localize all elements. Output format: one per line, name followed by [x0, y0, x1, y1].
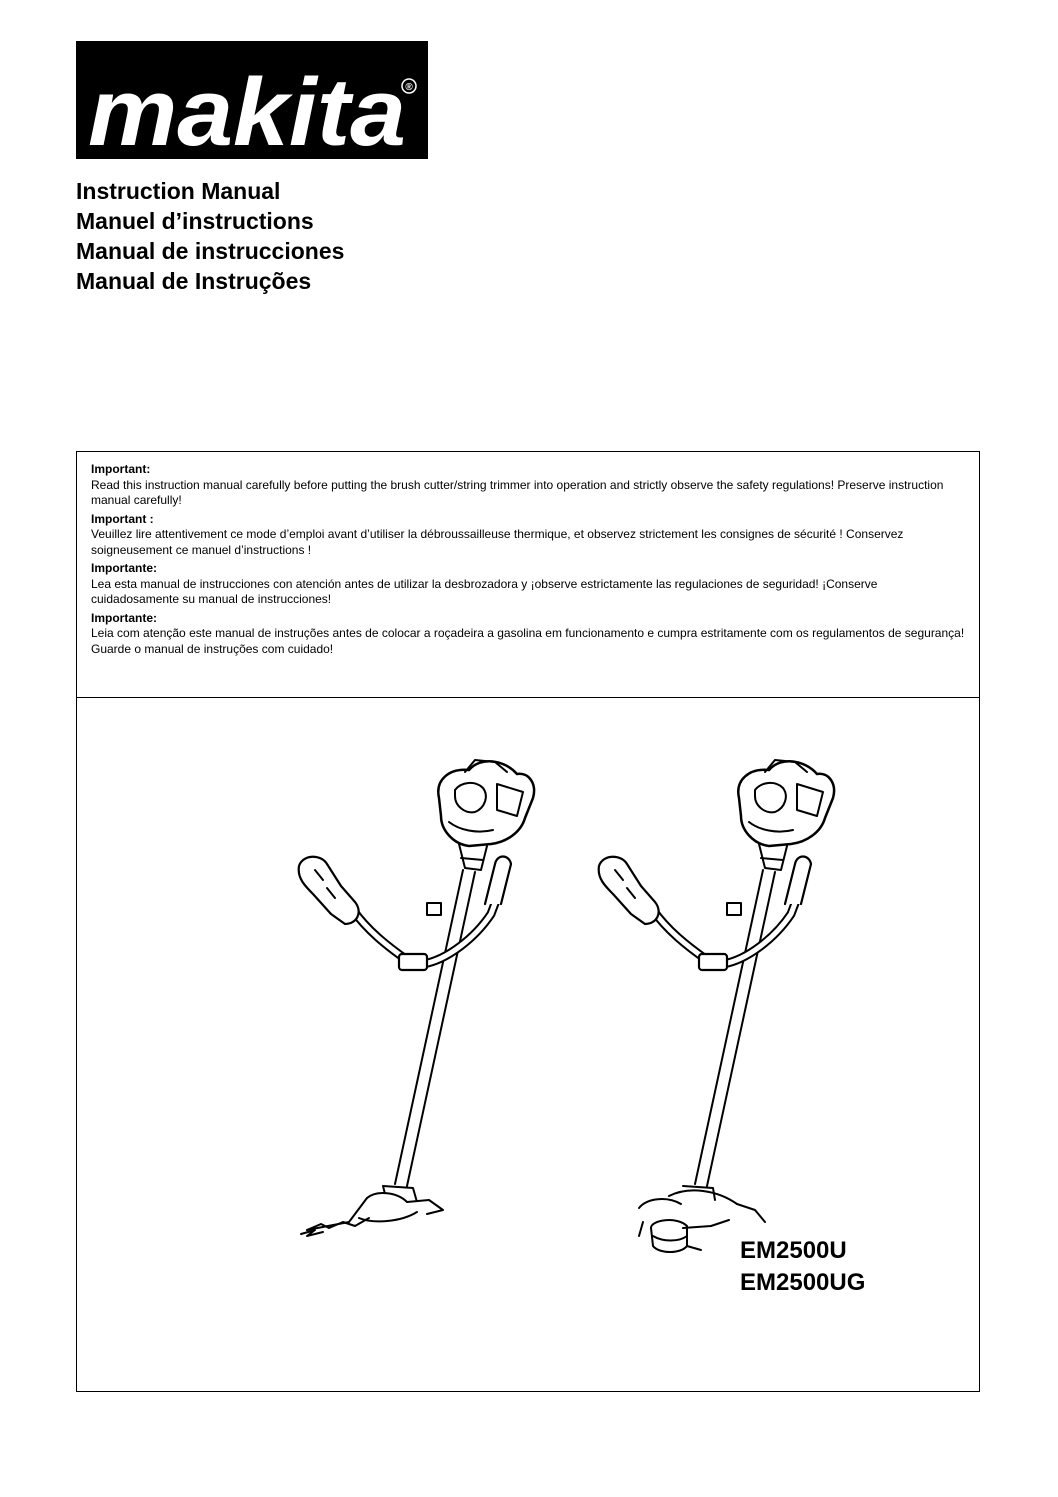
notice-heading-es: Importante: [91, 561, 157, 575]
notice-text-es: Lea esta manual de instrucciones con atención antes de utilizar la desbrozadora y ¡observe estrictamente las regulaciones de seguridad! ¡Conserve cuidadosamente su manual de instrucciones! [91, 576, 878, 606]
important-notice [77, 452, 979, 698]
manual-titles [76, 176, 344, 296]
title-french: Manuel d’instructions [76, 208, 314, 234]
model-em2500ug: EM2500UG [740, 1269, 866, 1296]
notice-text-en: Read this instruction manual carefully before putting the brush cutter/string trimmer into operation and strictly observe the safety regulations! Preserve instruction manual carefully! [91, 477, 944, 507]
title-spanish: Manual de instrucciones [76, 238, 345, 264]
string-trimmer-icon [599, 760, 834, 1252]
notice-heading-fr: Important : [91, 511, 154, 526]
notice-heading-pt: Importante: [91, 610, 157, 625]
model-em2500u: EM2500U [740, 1237, 847, 1264]
model-numbers [740, 1235, 865, 1299]
notice-text-fr: Veuillez lire attentivement ce mode d’emploi avant d’utiliser la débroussailleuse thermique, et observez strictement les consignes de sécurité ! Conservez soigneusement ce manuel d’instructions ! [91, 527, 904, 557]
brush-cutter-blade-icon [299, 760, 534, 1236]
notice-heading-en: Important: [91, 462, 151, 476]
makita-logo [76, 41, 428, 159]
notice-text-pt: Leia com atenção este manual de instruções antes de colocar a roçadeira a gasolina em funcionamento e cumpra estritamente com os regulamentos de segurança! Guarde o manual de instruções com cuidado! [91, 626, 965, 656]
logo-wordmark: makita [88, 59, 406, 159]
title-portuguese: Manual de Instruções [76, 268, 312, 294]
title-english: Instruction Manual [76, 178, 281, 204]
registered-mark: ® [405, 82, 413, 93]
